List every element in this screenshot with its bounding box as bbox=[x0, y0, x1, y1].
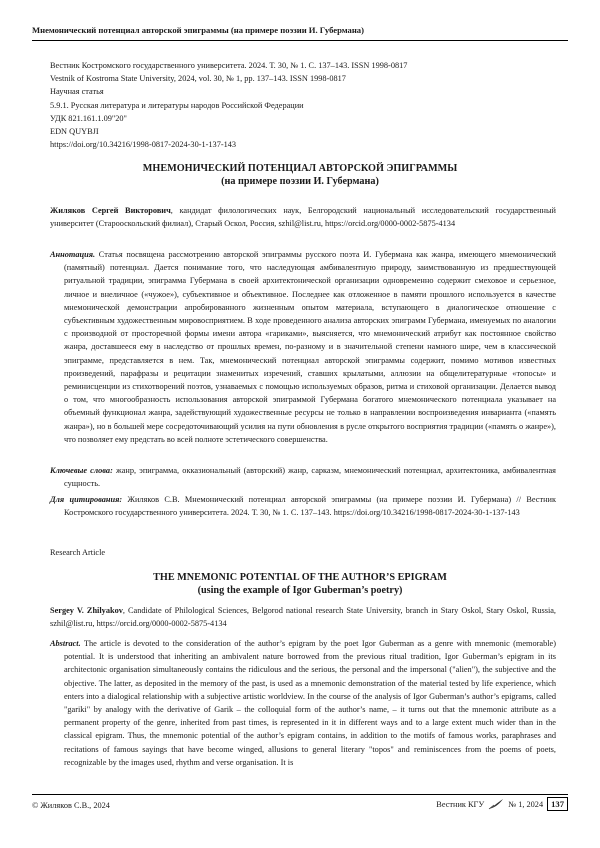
citation-en-line: Vestnik of Kostroma State University, 2024, vol. 30, № 1, pp. 137–143. ISSN 1998-0817 bbox=[50, 74, 346, 84]
section-label: Research Article bbox=[50, 548, 106, 557]
ru-title bbox=[40, 162, 560, 188]
article-metadata bbox=[50, 59, 407, 151]
ru-abstract-text: Статья посвящена рассмотрению авторской эпиграммы русского поэта И. Губермана как жанра, имеющего мнемонический (памятный) потенциал. Дается понимание того, что наследующая амбивалентную природу, заимствованную из предшествующей ритуальной традиции, эпиграмма Губермана в своей архитектонической организации одновременно содержит смеховое и серьезное, личное и внеличное («чужое»), субъективное и объективное. Последнее как отложенное в памяти прошлого используется в качестве мнемонической демонстрации апробированного жизненным опытом материала, вступающего в диалогическое отношение с субъективным художественным мировосприятием. В ходе проведенного анализа авторских эпиграмм Губермана, именуемых по аналогии с производной от просторечной формы имени автора «гариками», выясняется, что мнемонический атрибут как постоянное свойство жанра, доставшееся ему в наследство от прошлых времен, по-разному и в значительной степени намного шире, чем в классической эпиграмме, представляется в нем. Так, мнемонический потенциал авторской эпиграммы содержит, помимо мотивов известных произведений, парафразы и рецитации знаменитых изречений, ставших крылатыми, аллюзии на общелитературные «топосы» и реминисценции из стихотворений поэтов, узнаваемых с помощью используемых образов, ритма и стиховой организации. Делается вывод о том, что многообразность использования авторской эпиграммой Губермана богатого мнемонического потенциала указывает на объемный функционал жанра, задействующий художественные ресурсы не только в направлении воспроизведения инварианта («память жанра»), но в большей мере сосредоточивающий усилия на пути обновления в русле открытого восприятия традиции («память о жанре»), что позволяет ему предстать во всей полноте эстетического совершенства. bbox=[64, 250, 556, 444]
edn-code: EDN QUYBJI bbox=[50, 127, 99, 137]
subject-code: 5.9.1. Русская литература и литературы народов Российской Федерации bbox=[50, 100, 304, 110]
en-title-main: THE MNEMONIC POTENTIAL OF THE AUTHOR’S EPIGRAM bbox=[153, 572, 447, 583]
ru-title-sub: (на примере поэзии И. Губермана) bbox=[221, 176, 379, 187]
en-author bbox=[50, 604, 556, 630]
ru-title-main: МНЕМОНИЧЕСКИЙ ПОТЕНЦИАЛ АВТОРСКОЙ ЭПИГРАММЫ bbox=[142, 163, 458, 174]
en-title bbox=[40, 571, 560, 597]
running-header: Мнемонический потенциал авторской эпиграммы (на примере поэзии И. Губермана) bbox=[32, 25, 364, 35]
ru-abstract bbox=[50, 248, 556, 446]
ru-keywords bbox=[50, 464, 556, 490]
journal-name: Вестник КГУ bbox=[436, 799, 485, 809]
en-abstract bbox=[50, 637, 556, 769]
ru-citation-label: Для цитирования: bbox=[50, 495, 123, 504]
footer-divider bbox=[32, 794, 568, 795]
article-type: Научная статья bbox=[50, 87, 104, 97]
ru-author bbox=[50, 204, 556, 230]
en-author-info: , Candidate of Philological Sciences, Belgorod national research State University, branch in Stary Oskol, Stary Oskol, Russia, szhil@list.ru, https://orcid.org/0000-0002-5875-4134 bbox=[50, 606, 557, 629]
en-author-name: Sergey V. Zhilyakov bbox=[50, 606, 123, 615]
ru-abstract-label: Аннотация. bbox=[50, 250, 96, 259]
issue-number: № 1, 2024 bbox=[508, 799, 544, 809]
en-abstract-text: The article is devoted to the consideration of the author’s epigram by the poet Igor Guberman as a genre with mnemonic (memorable) potential. It is understood that inheriting an ambivalent nature borrowed from the previous ritual tradition, Igor Guberman’s epigram in its architectonic organisation simultaneously contains the ridiculous and the serious, the personal and the impersonal ("alien"), the subjective and the objective. The latter, as deposited in the memory of the past, is used as a mnemonic demonstration of the material tested by life experience, which enters into a dialogical relationship with a subjective artistic worldview. In the course of the analysis of Igor Guberman’s author’s epigrams, called "gariki" by analogy with the derivative of Garik – the colloquial form of the author’s name, – it turns out that the mnemonic attribute as a permanent property of the genre, inherited from past times, is represented in it in different ways and to a large extent much wider than in the classical epigram. Thus, the mnemonic potential of the author’s epigram contains, in addition to the motifs of famous works, paraphrases and recitations of famous sayings that have become winged, allusions to general literary "topos" and reminiscences from the poems of poets, recognizable by the images used, rhythm and verse organisation. It is bbox=[64, 639, 556, 767]
header-divider bbox=[32, 40, 568, 41]
udc-code: УДК 821.161.1.09"20" bbox=[50, 113, 127, 123]
en-abstract-label: Abstract. bbox=[50, 639, 81, 648]
ru-citation bbox=[50, 493, 556, 519]
en-title-sub: (using the example of Igor Guberman’s poetry) bbox=[197, 585, 403, 596]
copyright: © Жиляков С.В., 2024 bbox=[32, 801, 110, 810]
ru-citation-text: Жиляков С.В. Мнемонический потенциал авторской эпиграммы (на примере поэзии И. Губермана) // Вестник Костромского государственного университета. 2024. Т. 30, № 1. С. 137–143. https://doi.org/10.34216/1998-0817-2024-30-1-137-143 bbox=[64, 495, 556, 518]
feather-logo-icon bbox=[488, 798, 504, 810]
ru-keywords-label: Ключевые слова: bbox=[50, 466, 113, 475]
ru-keywords-text: жанр, эпиграмма, окказиональный (авторский) жанр, сарказм, мнемонический потенциал, архитектоника, амбивалентная сущность. bbox=[64, 466, 556, 489]
footer-journal-info bbox=[436, 797, 568, 811]
ru-author-name: Жиляков Сергей Викторович bbox=[50, 206, 171, 215]
citation-ru-line: Вестник Костромского государственного университета. 2024. Т. 30, № 1. С. 137–143. ISSN 1998-0817 bbox=[50, 61, 408, 70]
ru-author-info: , кандидат филологических наук, Белгородский национальный исследовательский государственный университет (Старооскольский филиал), Старый Оскол, Россия, szhil@list.ru, https://orcid.org/0000-0002-5875-4134 bbox=[50, 206, 556, 229]
doi-link[interactable]: https://doi.org/10.34216/1998-0817-2024-30-1-137-143 bbox=[50, 140, 237, 150]
page-number: 137 bbox=[547, 797, 568, 811]
